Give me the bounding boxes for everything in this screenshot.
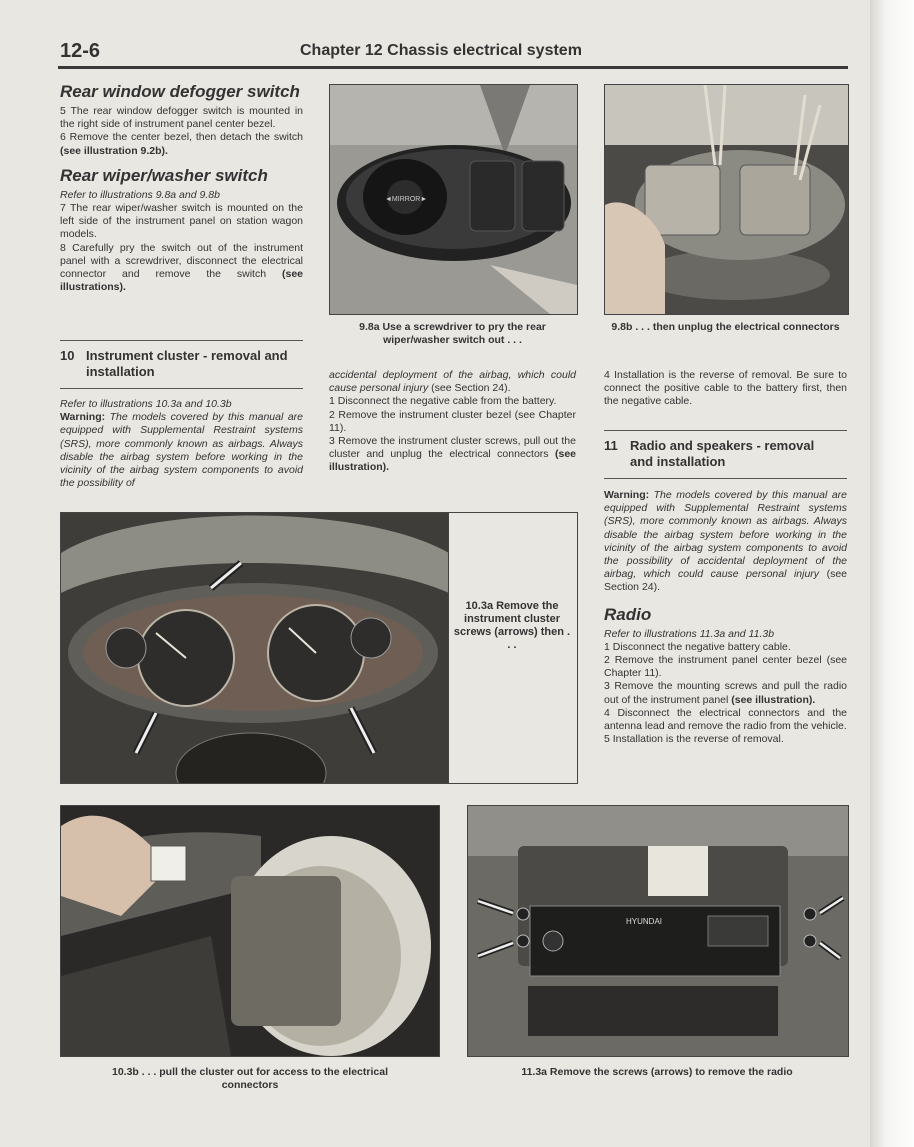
photo-9-8a (329, 84, 578, 315)
section-title: Radio and speakers - removal and installation (630, 438, 815, 469)
photo-11-3a (467, 805, 849, 1057)
paragraph-text: 3 Remove the instrument cluster screws, pull out the cluster and unplug the electrical connectors (329, 435, 576, 461)
paragraph-text: 8 Carefully pry the switch out of the instrument panel with a screwdriver, disconnect the electrical connector and remove the switch (60, 241, 303, 281)
caption-10-3a: 10.3a Remove the instrument cluster screws (arrows) then . . . (453, 600, 571, 651)
refer-note: Refer to illustrations 10.3a and 10.3b (60, 398, 232, 410)
paragraph: 5 The rear window defogger switch is mounted in the right side of instrument panel center bezel. (60, 105, 303, 131)
paragraph (60, 242, 303, 295)
section-number: 10 (60, 348, 75, 363)
illustration-ref: (see illustration). (329, 448, 576, 474)
paragraph (604, 680, 847, 706)
warning (604, 489, 847, 595)
illustration-ref: (see illustration 9.2b). (60, 144, 168, 157)
warning-label: Warning: (60, 411, 106, 424)
section-number: 11 (604, 438, 618, 453)
paragraph: 7 The rear wiper/washer switch is mounted on the left side of the instrument panel on station wagon models. (60, 202, 303, 241)
radio-heading: Radio (604, 604, 652, 624)
header-rule (58, 66, 848, 69)
column-1 (60, 82, 303, 294)
warning-label: Warning: (604, 489, 650, 501)
paragraph: 4 Installation is the reverse of removal. Be sure to connect the positive cable to the battery first, then the negative cable. (604, 369, 847, 408)
paragraph-text: 6 Remove the center bezel, then detach the switch (60, 131, 303, 144)
paragraph: 4 Disconnect the electrical connectors and the antenna lead and remove the radio from the vehicle. (604, 706, 847, 733)
paragraph: 1 Disconnect the negative cable from the battery. (329, 395, 557, 408)
radio-brand: HYUNDAI (626, 917, 663, 926)
page-number: 12-6 (60, 40, 101, 62)
warning (60, 411, 303, 490)
warning-continued (329, 369, 576, 395)
warning-tail: (see Section 24). (428, 382, 511, 395)
page-edge-shadow (870, 0, 914, 1147)
warning-text: The models covered by this manual are equipped with Supplemental Restraint systems (SRS), more commonly known as airbags. Always disable the airbag system before working in the vicinity of the airbag system components to avoid the possibility of accidental deployment of the airbag, which could cause personal injury (604, 489, 847, 581)
mirror-label: ◄MIRROR► (385, 196, 428, 203)
illustration-ref: (see illustrations). (60, 268, 303, 294)
photo-10-3b (60, 805, 440, 1057)
refer-note: Refer to illustrations 11.3a and 11.3b (604, 627, 775, 640)
wiper-heading: Rear wiper/washer switch (60, 165, 268, 185)
section-10-heading (60, 340, 303, 389)
caption-9-8b: 9.8b . . . then unplug the electrical connectors (611, 321, 840, 333)
column-2 (329, 369, 576, 475)
refer-note: Refer to illustrations 9.8a and 9.8b (60, 188, 220, 201)
column-3 (604, 369, 847, 409)
paragraph: 2 Remove the instrument panel center bezel (see Chapter 11). (604, 654, 847, 680)
illustration-ref: (see illustration). (731, 693, 816, 706)
warning-text: accidental deployment of the airbag, which could cause personal injury (329, 369, 576, 395)
paragraph: 5 Installation is the reverse of removal. (604, 733, 784, 746)
caption-10-3b: 10.3b . . . pull the cluster out for access to the electrical connectors (111, 1066, 388, 1091)
chapter-title: Chapter 12 Chassis electrical system (300, 42, 582, 59)
caption-9-8a: 9.8a Use a screwdriver to pry the rear wiper/washer switch out . . . (359, 321, 546, 346)
section-11-heading (604, 430, 847, 479)
column-1-lower (60, 398, 303, 490)
paragraph-text: 3 Remove the mounting screws and pull the radio out of the instrument panel (604, 680, 847, 706)
paragraph: 2 Remove the instrument cluster bezel (see Chapter 11). (329, 408, 576, 434)
caption-11-3a: 11.3a Remove the screws (arrows) to remove the radio (521, 1066, 793, 1078)
paragraph: 1 Disconnect the negative battery cable. (604, 640, 791, 653)
defogger-heading: Rear window defogger switch (60, 82, 300, 101)
section-title: Instrument cluster - removal and installation (86, 348, 288, 379)
warning-text: The models covered by this manual are equipped with Supplemental Restraint systems (SRS), more commonly known as airbags. Always disable the airbag system before working in the vicinity of the airbag system components to avoid the possibility of (60, 411, 303, 490)
photo-10-3a (60, 512, 450, 784)
paragraph (60, 131, 303, 157)
column-3-lower (604, 489, 847, 746)
photo-9-8b (604, 84, 849, 315)
warning-tail: (see Section 24). (604, 568, 847, 594)
paragraph (329, 435, 576, 475)
